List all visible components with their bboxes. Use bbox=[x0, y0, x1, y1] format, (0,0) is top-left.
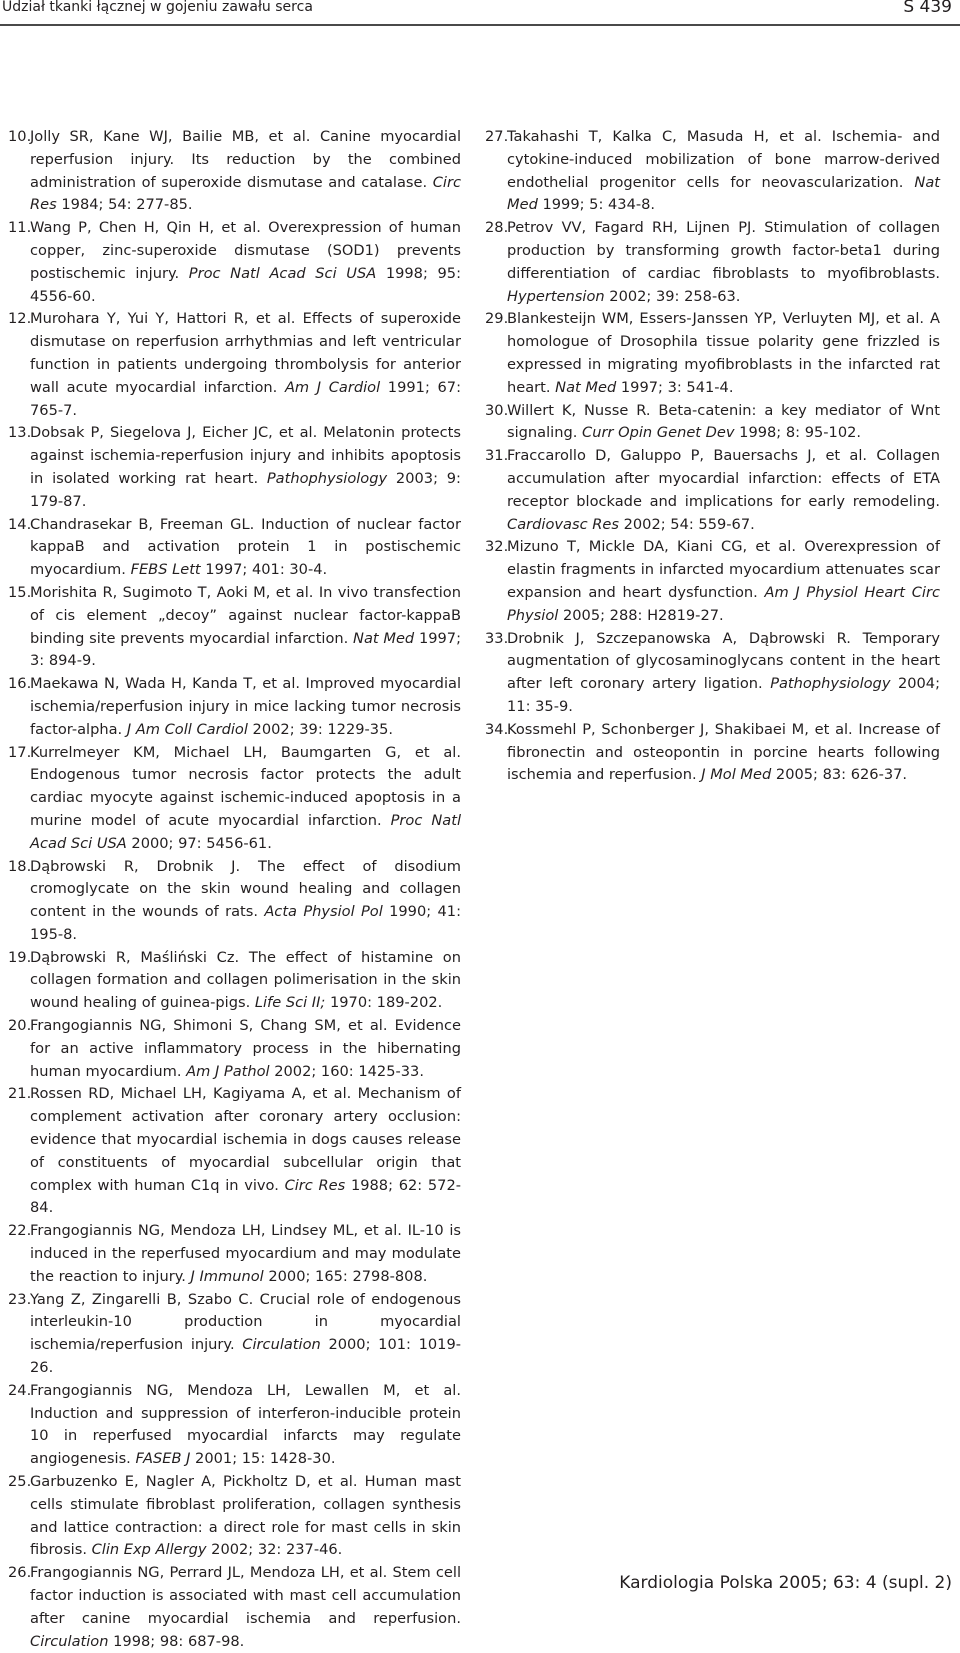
reference-number: 10. bbox=[8, 128, 32, 145]
reference-citation: 1998; 95: 4556-60. bbox=[30, 264, 461, 305]
reference-citation: 2000; 101: 1019-26. bbox=[30, 1336, 461, 1377]
reference-journal: Circ Res bbox=[284, 1176, 346, 1194]
reference-citation: 1998; 98: 687-98. bbox=[108, 1632, 245, 1650]
reference-item bbox=[8, 1015, 461, 1083]
reference-journal: Pathophysiology bbox=[770, 675, 891, 693]
reference-text: Morishita R, Sugimoto T, Aoki M, et al. In vivo transfection of cis element „decoy” against nuclear factor-kappaB binding site prevents myocardial infarction. bbox=[30, 583, 461, 647]
reference-text: Takahashi T, Kalka C, Masuda H, et al. Ischemia- and cytokine-induced mobilization of bone marrow-derived endothelial progenitor cells for neovascularization. bbox=[507, 128, 940, 191]
reference-item bbox=[485, 217, 940, 308]
reference-citation: 2001; 15: 1428-30. bbox=[190, 1450, 336, 1468]
reference-text: Kurrelmeyer KM, Michael LH, Baumgarten G, et al. Endogenous tumor necrosis factor protects the adult cardiac myocyte against ischemic-induced apoptosis in a murine model of acute myocardial infarction. bbox=[30, 743, 461, 829]
reference-journal: J Mol Med bbox=[701, 766, 772, 784]
reference-citation: 1999; 5: 434-8. bbox=[537, 196, 656, 214]
reference-journal: Pathophysiology bbox=[266, 469, 388, 487]
reference-citation: 1988; 62: 572-84. bbox=[30, 1176, 461, 1217]
reference-text: Murohara Y, Yui Y, Hattori R, et al. Effects of superoxide dismutase on reperfusion arrhythmias and left ventricular function in patients undergoing thrombolysis for anterior wall acute myocardial infarction. bbox=[30, 310, 461, 396]
reference-item bbox=[8, 582, 461, 673]
reference-journal: Am J Pathol bbox=[186, 1062, 270, 1080]
reference-text: Rossen RD, Michael LH, Kagiyama A, et al. Mechanism of complement activation after coronary artery occlusion: evidence that myocardial ischemia in dogs causes release of constituents of myocardial subcellular origin that complex with human C1q in vivo. bbox=[30, 1085, 461, 1194]
reference-item bbox=[485, 628, 940, 719]
reference-citation: 2002; 39: 258-63. bbox=[604, 287, 741, 305]
header-rule bbox=[0, 24, 960, 26]
reference-journal: Circulation bbox=[242, 1336, 321, 1354]
reference-citation: 1991; 67: 765-7. bbox=[30, 378, 461, 419]
reference-citation: 2002; 32: 237-46. bbox=[206, 1541, 343, 1559]
reference-citation: 2004; 11: 35-9. bbox=[507, 675, 940, 715]
reference-citation: 1984; 54: 277-85. bbox=[56, 196, 193, 214]
reference-number: 13. bbox=[8, 424, 32, 442]
reference-journal: J Am Coll Cardiol bbox=[126, 720, 248, 738]
reference-item bbox=[8, 217, 461, 308]
reference-number: 28. bbox=[485, 219, 509, 237]
reference-number: 24. bbox=[8, 1381, 32, 1399]
reference-citation: 1997; 3: 541-4. bbox=[616, 378, 734, 396]
reference-journal: Circulation bbox=[30, 1632, 109, 1650]
page-number: S 439 bbox=[903, 0, 952, 17]
reference-journal: Life Sci II; bbox=[254, 994, 326, 1012]
reference-item bbox=[8, 126, 461, 217]
reference-journal: FEBS Lett bbox=[130, 561, 201, 579]
reference-journal: Proc Natl Acad Sci USA bbox=[188, 264, 377, 282]
reference-journal: Acta Physiol Pol bbox=[264, 903, 383, 921]
reference-item bbox=[8, 673, 461, 741]
reference-text: Frangogiannis NG, Shimoni S, Chang SM, et al. Evidence for an active inflammatory process in the hibernating human myocardium. bbox=[30, 1017, 461, 1080]
reference-journal: Cardiovasc Res bbox=[507, 515, 619, 533]
reference-journal: Nat Med bbox=[507, 173, 940, 214]
reference-text: Frangogiannis NG, Mendoza LH, Lewallen M, et al. Induction and suppression of interferon-inducible protein 10 in reperfused myocardial infarcts may regulate angiogenesis. bbox=[30, 1381, 461, 1468]
reference-journal: FASEB J bbox=[135, 1450, 191, 1468]
reference-item bbox=[485, 308, 940, 399]
reference-text: Kossmehl P, Schonberger J, Shakibaei M, et al. Increase of fibronectin and osteopontin in porcine hearts following ischemia and reperfusion. bbox=[507, 720, 940, 784]
reference-number: 18. bbox=[8, 857, 32, 875]
reference-item bbox=[8, 1380, 461, 1471]
reference-item bbox=[8, 1220, 461, 1288]
reference-citation: 2002; 39: 1229-35. bbox=[247, 720, 393, 738]
reference-item bbox=[8, 308, 461, 422]
reference-item bbox=[485, 536, 940, 627]
reference-text: Dąbrowski R, Drobnik J. The effect of disodium cromoglycate on the skin wound healing and collagen content in the wounds of rats. bbox=[30, 857, 461, 921]
reference-text: Mizuno T, Mickle DA, Kiani CG, et al. Overexpression of elastin fragments in infarcted myocardium attenuates scar expansion and heart dysfunction. bbox=[507, 538, 940, 601]
reference-text: Wang P, Chen H, Qin H, et al. Overexpression of human copper, zinc-superoxide dismutase (SOD1) prevents postischemic injury. bbox=[30, 219, 461, 282]
reference-number: 26. bbox=[8, 1564, 32, 1582]
reference-citation: 2002; 54: 559-67. bbox=[618, 515, 755, 533]
reference-number: 33. bbox=[485, 629, 509, 647]
reference-item bbox=[8, 947, 461, 1015]
reference-item bbox=[8, 742, 461, 856]
reference-item bbox=[485, 126, 940, 217]
reference-citation: 1997; 401: 30-4. bbox=[200, 561, 328, 579]
reference-number: 23. bbox=[8, 1290, 32, 1308]
reference-item bbox=[8, 1471, 461, 1562]
reference-citation: 1997; 3: 894-9. bbox=[30, 629, 461, 670]
reference-citation: 2005; 288: H2819-27. bbox=[558, 606, 724, 624]
reference-journal: Nat Med bbox=[353, 629, 415, 647]
running-title: Udział tkanki łącznej w gojeniu zawału serca bbox=[2, 0, 313, 15]
reference-number: 29. bbox=[485, 310, 509, 328]
reference-number: 25. bbox=[8, 1473, 32, 1491]
footer-journal-issue: Kardiologia Polska 2005; 63: 4 (supl. 2) bbox=[619, 1573, 952, 1593]
reference-number: 17. bbox=[8, 743, 32, 761]
reference-number: 12. bbox=[8, 310, 32, 328]
reference-number: 19. bbox=[8, 948, 32, 966]
reference-item bbox=[8, 422, 461, 513]
reference-number: 16. bbox=[8, 675, 32, 693]
references-column-left bbox=[8, 126, 461, 1653]
reference-number: 15. bbox=[8, 583, 32, 601]
reference-journal: Hypertension bbox=[507, 287, 605, 305]
reference-item bbox=[485, 719, 940, 787]
reference-journal: Am J Physiol Heart Circ Physiol bbox=[507, 583, 940, 624]
reference-text: Drobnik J, Szczepanowska A, Dąbrowski R. Temporary augmentation of glycosaminoglycans content in the heart after left coronary artery ligation. bbox=[507, 629, 940, 693]
reference-item bbox=[8, 1289, 461, 1380]
reference-number: 31. bbox=[485, 447, 509, 465]
reference-number: 20. bbox=[8, 1017, 32, 1035]
reference-text: Frangogiannis NG, Mendoza LH, Lindsey ML, et al. IL-10 is induced in the reperfused myocardium and may modulate the reaction to injury. bbox=[30, 1222, 461, 1285]
reference-journal: Nat Med bbox=[555, 378, 617, 396]
reference-number: 21. bbox=[8, 1085, 32, 1103]
reference-number: 22. bbox=[8, 1222, 32, 1240]
reference-journal: Am J Cardiol bbox=[284, 378, 381, 396]
reference-citation: 1990; 41: 195-8. bbox=[30, 903, 461, 943]
reference-text: Maekawa N, Wada H, Kanda T, et al. Improved myocardial ischemia/reperfusion injury in mice lacking tumor necrosis factor-alpha. bbox=[30, 675, 461, 738]
reference-text: Fraccarollo D, Galuppo P, Bauersachs J, et al. Collagen accumulation after myocardial infarction: effects of ETA receptor blockade and implications for early remodeling. bbox=[507, 447, 940, 510]
reference-item bbox=[8, 1083, 461, 1220]
reference-number: 32. bbox=[485, 538, 509, 556]
reference-number: 11. bbox=[8, 219, 32, 237]
reference-text: Blankesteijn WM, Essers-Janssen YP, Verluyten MJ, et al. A homologue of Drosophila tissue polarity gene frizzled is expressed in migrating myofibroblasts in the infarcted rat heart. bbox=[507, 310, 940, 396]
reference-citation: 1998; 8: 95-102. bbox=[734, 424, 862, 442]
reference-journal: Circ Res bbox=[30, 173, 461, 214]
reference-text: Dobsak P, Siegelova J, Eicher JC, et al. Melatonin protects against ischemia-reperfusion injury and inhibits apoptosis in isolated working rat heart. bbox=[30, 424, 461, 487]
reference-number: 34. bbox=[485, 720, 509, 738]
reference-citation: 2005; 83: 626-37. bbox=[771, 766, 908, 784]
reference-text: Garbuzenko E, Nagler A, Pickholtz D, et al. Human mast cells stimulate fibroblast proliferation, collagen synthesis and lattice contraction: a direct role for mast cells in skin fibrosis. bbox=[30, 1473, 461, 1559]
reference-text: Willert K, Nusse R. Beta-catenin: a key mediator of Wnt signaling. bbox=[507, 401, 940, 442]
reference-number: 30. bbox=[485, 401, 509, 419]
reference-citation: 2002; 160: 1425-33. bbox=[269, 1062, 424, 1080]
reference-item bbox=[8, 856, 461, 947]
reference-number: 27. bbox=[485, 128, 509, 145]
reference-item bbox=[8, 1562, 461, 1653]
reference-text: Yang Z, Zingarelli B, Szabo C. Crucial role of endogenous interleukin-10 production in myocardial ischemia/reperfusion injury. bbox=[30, 1290, 461, 1354]
reference-journal: J Immunol bbox=[190, 1267, 264, 1285]
reference-journal: Proc Natl Acad Sci USA bbox=[30, 811, 462, 852]
reference-journal: Clin Exp Allergy bbox=[91, 1541, 207, 1559]
reference-citation: 2003; 9: 179-87. bbox=[30, 469, 461, 510]
reference-text: Jolly SR, Kane WJ, Bailie MB, et al. Canine myocardial reperfusion injury. Its reduction by the combined administration of superoxide dismutase and catalase. bbox=[30, 128, 461, 191]
reference-citation: 1970: 189-202. bbox=[325, 994, 443, 1012]
reference-citation: 2000; 97: 5456-61. bbox=[126, 834, 272, 852]
running-header bbox=[0, 0, 960, 26]
reference-text: Petrov VV, Fagard RH, Lijnen PJ. Stimulation of collagen production by transforming growth factor-beta1 during differentiation of cardiac fibroblasts to myofibroblasts. bbox=[507, 219, 940, 282]
reference-item bbox=[485, 400, 940, 446]
reference-text: Dąbrowski R, Maśliński Cz. The effect of histamine on collagen formation and collagen polimerisation in the skin wound healing of guinea-pigs. bbox=[30, 948, 461, 1012]
reference-journal: Curr Opin Genet Dev bbox=[582, 424, 735, 442]
reference-text: Chandrasekar B, Freeman GL. Induction of nuclear factor kappaB and activation protein 1 in postischemic myocardium. bbox=[30, 515, 461, 579]
references-column-right bbox=[485, 126, 940, 787]
reference-citation: 2000; 165: 2798-808. bbox=[263, 1267, 428, 1285]
reference-text: Frangogiannis NG, Perrard JL, Mendoza LH, et al. Stem cell factor induction is associated with mast cell accumulation after canine myocardial ischemia and reperfusion. bbox=[30, 1564, 461, 1627]
reference-number: 14. bbox=[8, 515, 32, 533]
reference-item bbox=[485, 445, 940, 536]
reference-item bbox=[8, 514, 461, 582]
